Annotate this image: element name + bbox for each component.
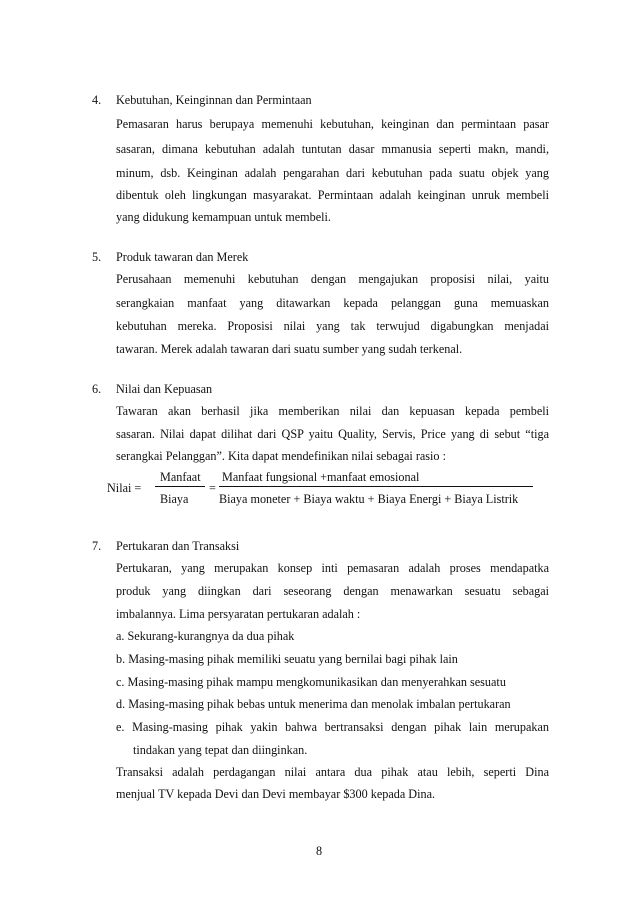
list-item: a. Sekurang-kurangnya da dua pihak xyxy=(116,629,295,643)
section-number: 5. xyxy=(92,250,102,264)
fraction-2-denominator: Biaya moneter + Biaya waktu + Biaya Energi + Biaya Listrik xyxy=(219,492,519,506)
section-heading: Nilai dan Kepuasan xyxy=(116,382,213,396)
section-heading: Kebutuhan, Keinginnan dan Permintaan xyxy=(116,93,312,107)
fraction-2-bar xyxy=(219,486,533,487)
paragraph-line: Pertukaran, yang merupakan konsep inti pemasaran adalah proses mendapatka xyxy=(116,561,549,575)
paragraph-line: Transaksi adalah perdagangan nilai antara dua pihak atau lebih, seperti Dina xyxy=(116,765,549,779)
section-number: 4. xyxy=(92,93,102,107)
paragraph-line: serangkaian manfaat yang ditawarkan kepada pelanggan guna memuaskan xyxy=(116,296,549,310)
paragraph-line: Perusahaan memenuhi kebutuhan dengan mengajukan proposisi nilai, yaitu xyxy=(116,272,549,286)
paragraph-line: menjual TV kepada Devi dan Devi membayar $300 kepada Dina. xyxy=(116,787,436,801)
section-heading: Pertukaran dan Transaksi xyxy=(116,539,240,553)
list-item: c. Masing-masing pihak mampu mengkomunikasikan dan menyerahkan sesuatu xyxy=(116,675,506,689)
paragraph-line: tawaran. Merek adalah tawaran dari suatu sumber yang sudah terkenal. xyxy=(116,342,463,356)
paragraph-line: serangkai Pelanggan”. Kita dapat mendefinikan nilai sebagai rasio : xyxy=(116,449,446,463)
paragraph-line: sasaran. Nilai dapat dilihat dari QSP yaitu Quality, Servis, Price yang di sebut “tiga xyxy=(116,427,549,441)
section-number: 6. xyxy=(92,382,102,396)
formula-equals: = xyxy=(209,481,216,495)
paragraph-line: yang didukung kemampuan untuk membeli. xyxy=(116,210,331,224)
paragraph-line: minum, dsb. Keinginan adalah pengarahan dari kebutuhan pada suatu objek yang xyxy=(116,166,549,180)
list-item: e. Masing-masing pihak yakin bahwa bertransaksi dengan pihak lain merupakan xyxy=(116,720,549,734)
paragraph-line: imbalannya. Lima persyaratan pertukaran adalah : xyxy=(116,607,361,621)
section-number: 7. xyxy=(92,539,102,553)
page-number: 8 xyxy=(315,844,323,858)
paragraph-line: produk yang diingkan dari seseorang dengan menawarkan sesuatu sebagai xyxy=(116,584,549,598)
list-item: b. Masing-masing pihak memiliki seuatu yang bernilai bagi pihak lain xyxy=(116,652,458,666)
fraction-2-numerator: Manfaat fungsional +manfaat emosional xyxy=(222,470,420,484)
formula-lhs: Nilai = xyxy=(107,481,142,495)
fraction-1-denominator: Biaya xyxy=(160,492,189,506)
paragraph-line: Tawaran akan berhasil jika memberikan nilai dan kepuasan kepada pembeli xyxy=(116,404,549,418)
paragraph-line: dibentuk oleh lingkungan masyarakat. Permintaan adalah keinginan unruk membeli xyxy=(116,188,549,202)
paragraph-line: Pemasaran harus berupaya memenuhi kebutuhan, keinginan dan permintaan pasar xyxy=(116,117,549,131)
fraction-1-bar xyxy=(155,486,205,487)
paragraph-line: kebutuhan mereka. Proposisi nilai yang tak terwujud digabungkan menjadai xyxy=(116,319,549,333)
section-heading: Produk tawaran dan Merek xyxy=(116,250,249,264)
list-item-continuation: tindakan yang tepat dan diinginkan. xyxy=(133,743,308,757)
fraction-1-numerator: Manfaat xyxy=(160,470,201,484)
paragraph-line: sasaran, dimana kebutuhan adalah tuntutan dasar mmanusia seperti makn, mandi, xyxy=(116,142,549,156)
list-item: d. Masing-masing pihak bebas untuk menerima dan menolak imbalan pertukaran xyxy=(116,697,511,711)
